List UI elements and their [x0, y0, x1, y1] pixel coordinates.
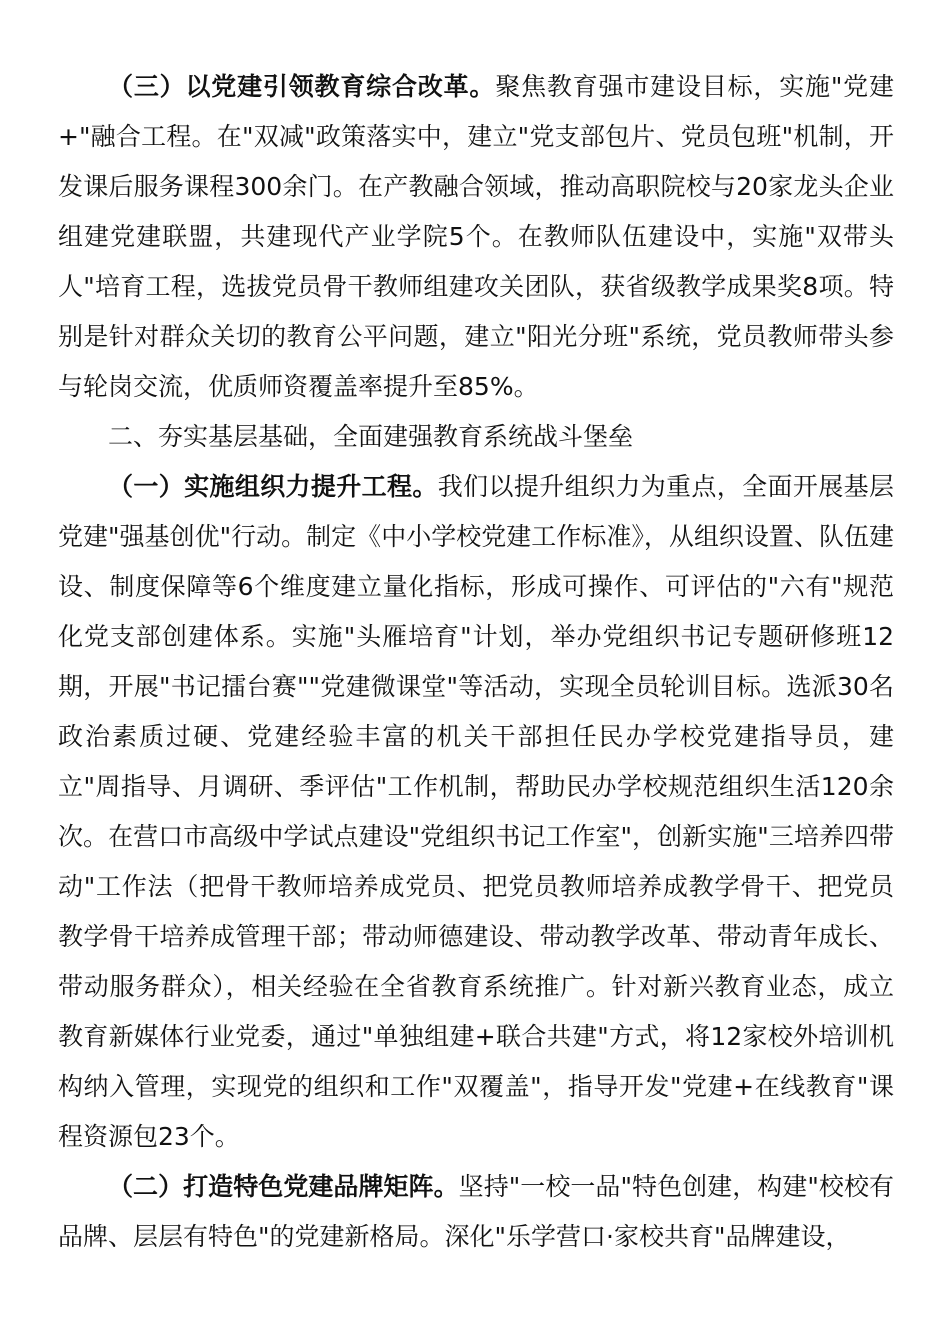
- paragraph-organization-capacity: [58, 462, 894, 1162]
- paragraph-body: 我们以提升组织力为重点，全面开展基层党建"强基创优"行动。制定《中小学校党建工作标准》，从组织设置、队伍建设、制度保障等6个维度建立量化指标，形成可操作、可评估的"六有"规范化党支部创建体系。实施"头雁培育"计划，举办党组织书记专题研修班12期，开展"书记擂台赛""党建微课堂"等活动，实现全员轮训目标。选派30名政治素质过硬、党建经验丰富的机关干部担任民办学校党建指导员，建立"周指导、月调研、季评估"工作机制，帮助民办学校规范组织生活120余次。在营口市高级中学试点建设"党组织书记工作室"，创新实施"三培养四带动"工作法（把骨干教师培养成党员、把党员教师培养成教学骨干、把党员教学骨干培养成管理干部；带动师德建设、带动教学改革、带动青年成长、带动服务群众），相关经验在全省教育系统推广。针对新兴教育业态，成立教育新媒体行业党委，通过"单独组建+联合共建"方式，将12家校外培训机构纳入管理，实现党的组织和工作"双覆盖"，指导开发"党建+在线教育"课程资源包23个。: [58, 472, 894, 1151]
- paragraph-body: 聚焦教育强市建设目标，实施"党建+"融合工程。在"双减"政策落实中，建立"党支部包片、党员包班"机制，开发课后服务课程300余门。在产教融合领域，推动高职院校与20家龙头企业组建党建联盟，共建现代产业学院5个。在教师队伍建设中，实施"双带头人"培育工程，选拔党员骨干教师组建攻关团队，获省级教学成果奖8项。特别是针对群众关切的教育公平问题，建立"阳光分班"系统，党员教师带头参与轮岗交流，优质师资覆盖率提升至85%。: [58, 72, 894, 401]
- section-heading: 二、夯实基层基础，全面建强教育系统战斗堡垒: [108, 422, 634, 451]
- document-page: [58, 62, 894, 1262]
- paragraph-body: 坚持"一校一品"特色创建，构建"校校有品牌、层层有特色"的党建新格局。深化"乐学营口·家校共育"品牌建设，: [58, 1172, 894, 1251]
- paragraph-brand-matrix: [58, 1162, 894, 1262]
- paragraph-education-reform: [58, 62, 894, 412]
- paragraph-lead: （一）实施组织力提升工程。: [108, 472, 438, 501]
- paragraph-lead: （三）以党建引领教育综合改革。: [108, 72, 496, 101]
- paragraph-lead: （二）打造特色党建品牌矩阵。: [108, 1172, 459, 1201]
